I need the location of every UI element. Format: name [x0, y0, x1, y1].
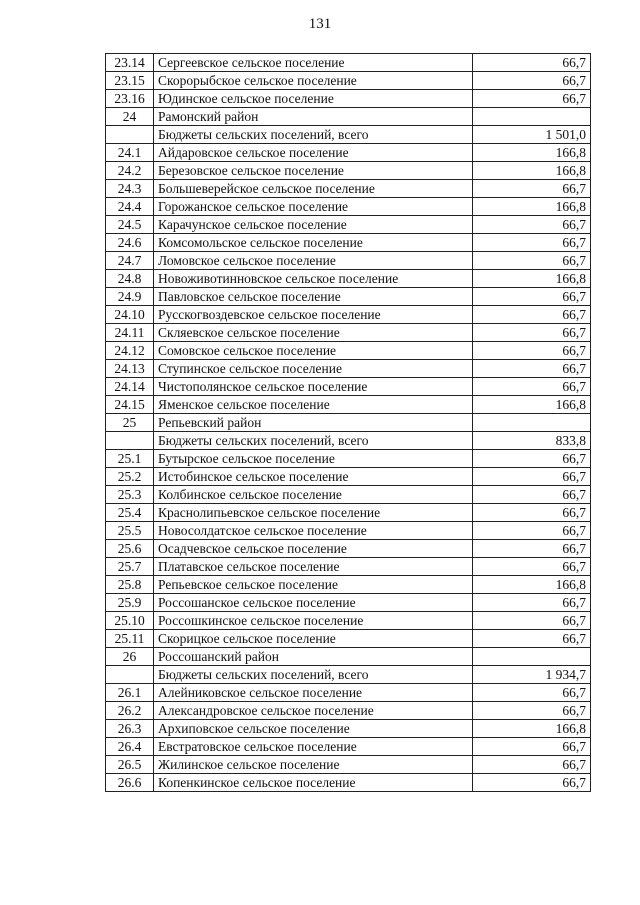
table-row: [106, 90, 591, 108]
table-row: [106, 720, 591, 738]
row-number-cell: [106, 126, 154, 144]
page-number: 131: [308, 16, 332, 32]
row-number-cell: 25.10: [106, 612, 154, 630]
row-number-cell: 25.4: [106, 504, 154, 522]
row-number-cell: 24.7: [106, 252, 154, 270]
table-row: [106, 630, 591, 648]
table-row: [106, 108, 591, 126]
row-name-cell: Россошанское сельское поселение: [154, 594, 473, 612]
row-number-cell: 26.1: [106, 684, 154, 702]
row-number-cell: 25.3: [106, 486, 154, 504]
row-number-cell: 24.6: [106, 234, 154, 252]
table-row: [106, 432, 591, 450]
row-number-cell: 26.5: [106, 756, 154, 774]
table-row: [106, 324, 591, 342]
row-value-cell: 166,8: [473, 720, 591, 738]
table-row: [106, 522, 591, 540]
row-value-cell: 66,7: [473, 216, 591, 234]
row-name-cell: Евстратовское сельское поселение: [154, 738, 473, 756]
row-value-cell: 66,7: [473, 630, 591, 648]
row-name-cell: Рамонский район: [154, 108, 473, 126]
table-row: [106, 342, 591, 360]
row-name-cell: Скорорыбское сельское поселение: [154, 72, 473, 90]
row-number-cell: 24.10: [106, 306, 154, 324]
row-number-cell: 26.3: [106, 720, 154, 738]
row-name-cell: Яменское сельское поселение: [154, 396, 473, 414]
row-value-cell: 833,8: [473, 432, 591, 450]
table-row: [106, 486, 591, 504]
row-number-cell: 26.2: [106, 702, 154, 720]
row-name-cell: Алейниковское сельское поселение: [154, 684, 473, 702]
row-value-cell: 66,7: [473, 252, 591, 270]
row-value-cell: 1 501,0: [473, 126, 591, 144]
row-number-cell: 25.2: [106, 468, 154, 486]
row-number-cell: 24.4: [106, 198, 154, 216]
row-name-cell: Бюджеты сельских поселений, всего: [154, 666, 473, 684]
row-name-cell: Чистополянское сельское поселение: [154, 378, 473, 396]
table-row: [106, 162, 591, 180]
row-name-cell: Русскогвоздевское сельское поселение: [154, 306, 473, 324]
row-value-cell: 166,8: [473, 144, 591, 162]
row-number-cell: 25: [106, 414, 154, 432]
row-number-cell: 24.15: [106, 396, 154, 414]
table-row: [106, 414, 591, 432]
table-row: [106, 576, 591, 594]
row-value-cell: 66,7: [473, 234, 591, 252]
row-name-cell: Сомовское сельское поселение: [154, 342, 473, 360]
row-name-cell: Краснолипьевское сельское поселение: [154, 504, 473, 522]
row-name-cell: Россошкинское сельское поселение: [154, 612, 473, 630]
row-number-cell: 23.15: [106, 72, 154, 90]
row-number-cell: 25.9: [106, 594, 154, 612]
row-value-cell: 66,7: [473, 288, 591, 306]
row-value-cell: 66,7: [473, 684, 591, 702]
row-value-cell: 66,7: [473, 702, 591, 720]
row-name-cell: Александровское сельское поселение: [154, 702, 473, 720]
row-value-cell: 66,7: [473, 468, 591, 486]
table-row: [106, 594, 591, 612]
table-row: [106, 234, 591, 252]
row-value-cell: 66,7: [473, 504, 591, 522]
row-value-cell: 66,7: [473, 738, 591, 756]
table-row: [106, 684, 591, 702]
table-row: [106, 648, 591, 666]
table-row: [106, 54, 591, 72]
table-row: [106, 126, 591, 144]
row-name-cell: Колбинское сельское поселение: [154, 486, 473, 504]
row-value-cell: 66,7: [473, 756, 591, 774]
row-name-cell: Березовское сельское поселение: [154, 162, 473, 180]
row-number-cell: 24.3: [106, 180, 154, 198]
row-value-cell: 66,7: [473, 90, 591, 108]
table-row: [106, 738, 591, 756]
row-value-cell: 66,7: [473, 306, 591, 324]
row-name-cell: Россошанский район: [154, 648, 473, 666]
row-number-cell: 24.8: [106, 270, 154, 288]
table-row: [106, 72, 591, 90]
row-name-cell: Бутырское сельское поселение: [154, 450, 473, 468]
row-value-cell: 1 934,7: [473, 666, 591, 684]
row-number-cell: 25.11: [106, 630, 154, 648]
row-number-cell: 25.8: [106, 576, 154, 594]
table-row: [106, 144, 591, 162]
row-name-cell: Скорицкое сельское поселение: [154, 630, 473, 648]
table-row: [106, 360, 591, 378]
row-value-cell: 66,7: [473, 594, 591, 612]
row-name-cell: Осадчевское сельское поселение: [154, 540, 473, 558]
row-value-cell: 166,8: [473, 396, 591, 414]
row-value-cell: 166,8: [473, 576, 591, 594]
row-name-cell: Копенкинское сельское поселение: [154, 774, 473, 792]
table-row: [106, 450, 591, 468]
row-name-cell: Архиповское сельское поселение: [154, 720, 473, 738]
row-value-cell: 66,7: [473, 774, 591, 792]
row-value-cell: 66,7: [473, 612, 591, 630]
table-row: [106, 756, 591, 774]
table-row: [106, 540, 591, 558]
row-number-cell: 24.9: [106, 288, 154, 306]
row-name-cell: Ломовское сельское поселение: [154, 252, 473, 270]
row-value-cell: 66,7: [473, 450, 591, 468]
row-number-cell: 24.5: [106, 216, 154, 234]
row-name-cell: Платавское сельское поселение: [154, 558, 473, 576]
row-number-cell: 26.4: [106, 738, 154, 756]
row-name-cell: Скляевское сельское поселение: [154, 324, 473, 342]
row-number-cell: 25.5: [106, 522, 154, 540]
row-name-cell: Горожанское сельское поселение: [154, 198, 473, 216]
table-row: [106, 252, 591, 270]
table-row: [106, 216, 591, 234]
row-value-cell: 66,7: [473, 540, 591, 558]
row-value-cell: [473, 648, 591, 666]
row-number-cell: 26: [106, 648, 154, 666]
row-number-cell: 26.6: [106, 774, 154, 792]
row-number-cell: 24: [106, 108, 154, 126]
row-value-cell: 66,7: [473, 72, 591, 90]
row-number-cell: 25.7: [106, 558, 154, 576]
row-number-cell: 23.16: [106, 90, 154, 108]
row-value-cell: 166,8: [473, 198, 591, 216]
row-name-cell: Новосолдатское сельское поселение: [154, 522, 473, 540]
row-value-cell: 166,8: [473, 270, 591, 288]
table-row: [106, 306, 591, 324]
budget-table-body: [106, 54, 591, 792]
table-row: [106, 396, 591, 414]
row-name-cell: Жилинское сельское поселение: [154, 756, 473, 774]
row-name-cell: Репьевское сельское поселение: [154, 576, 473, 594]
row-value-cell: 66,7: [473, 54, 591, 72]
row-value-cell: 66,7: [473, 324, 591, 342]
row-number-cell: 25.1: [106, 450, 154, 468]
table-row: [106, 468, 591, 486]
row-name-cell: Айдаровское сельское поселение: [154, 144, 473, 162]
table-row: [106, 288, 591, 306]
row-name-cell: Ступинское сельское поселение: [154, 360, 473, 378]
row-value-cell: 66,7: [473, 486, 591, 504]
row-number-cell: 24.12: [106, 342, 154, 360]
row-value-cell: 66,7: [473, 558, 591, 576]
table-row: [106, 198, 591, 216]
row-value-cell: [473, 108, 591, 126]
row-name-cell: Комсомольское сельское поселение: [154, 234, 473, 252]
table-row: [106, 180, 591, 198]
row-name-cell: Истобинское сельское поселение: [154, 468, 473, 486]
row-value-cell: 66,7: [473, 522, 591, 540]
row-value-cell: 166,8: [473, 162, 591, 180]
row-value-cell: [473, 414, 591, 432]
row-name-cell: Новоживотинновское сельское поселение: [154, 270, 473, 288]
row-name-cell: Сергеевское сельское поселение: [154, 54, 473, 72]
table-row: [106, 612, 591, 630]
table-row: [106, 504, 591, 522]
row-number-cell: 23.14: [106, 54, 154, 72]
row-number-cell: 25.6: [106, 540, 154, 558]
row-number-cell: 24.1: [106, 144, 154, 162]
row-name-cell: Карачунское сельское поселение: [154, 216, 473, 234]
row-number-cell: 24.11: [106, 324, 154, 342]
row-value-cell: 66,7: [473, 342, 591, 360]
row-number-cell: 24.13: [106, 360, 154, 378]
table-row: [106, 558, 591, 576]
row-number-cell: 24.14: [106, 378, 154, 396]
row-name-cell: Репьевский район: [154, 414, 473, 432]
table-row: [106, 378, 591, 396]
row-value-cell: 66,7: [473, 378, 591, 396]
row-value-cell: 66,7: [473, 180, 591, 198]
table-row: [106, 270, 591, 288]
table-row: [106, 702, 591, 720]
row-number-cell: 24.2: [106, 162, 154, 180]
row-name-cell: Павловское сельское поселение: [154, 288, 473, 306]
row-name-cell: Бюджеты сельских поселений, всего: [154, 126, 473, 144]
budget-table: [105, 53, 591, 792]
row-number-cell: [106, 666, 154, 684]
row-number-cell: [106, 432, 154, 450]
row-name-cell: Юдинское сельское поселение: [154, 90, 473, 108]
table-row: [106, 666, 591, 684]
row-name-cell: Большеверейское сельское поселение: [154, 180, 473, 198]
row-name-cell: Бюджеты сельских поселений, всего: [154, 432, 473, 450]
table-row: [106, 774, 591, 792]
row-value-cell: 66,7: [473, 360, 591, 378]
